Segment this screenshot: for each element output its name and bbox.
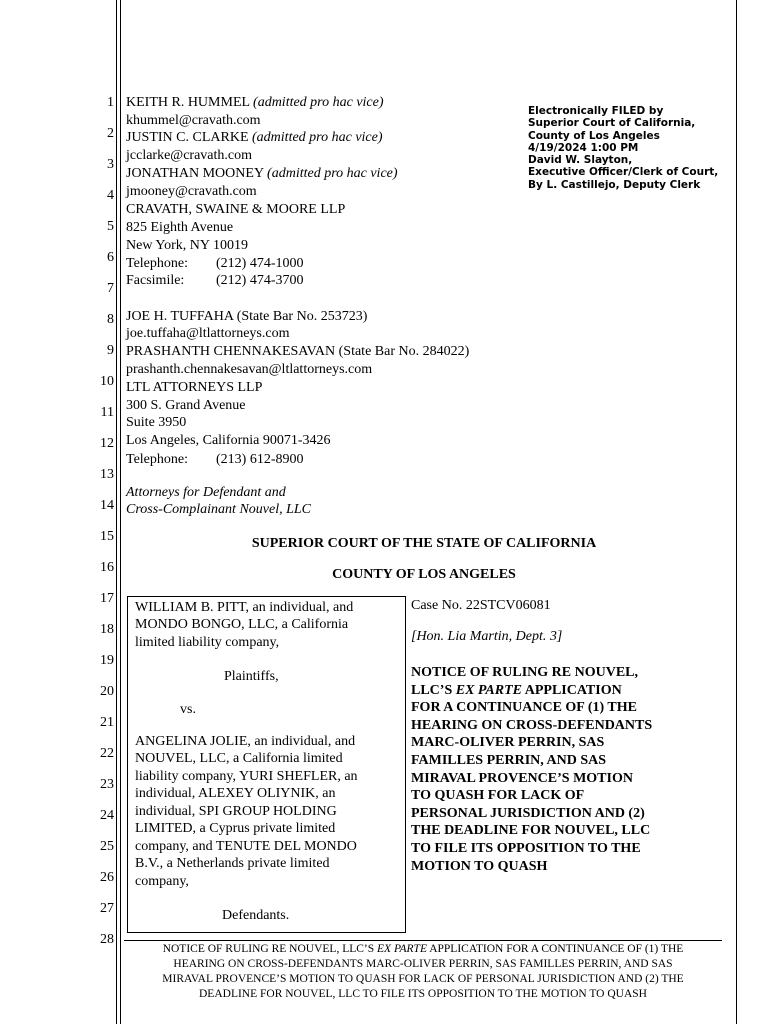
filing-stamp [528, 105, 718, 191]
footer-line [124, 942, 722, 957]
counsel-line [126, 130, 383, 146]
assigned-judge [411, 629, 562, 645]
line-number: 6 [107, 250, 114, 265]
line-number: 15 [100, 529, 114, 544]
title-text: LLC’S [411, 682, 456, 698]
attorneys-for [126, 502, 311, 518]
title-line: FOR A CONTINUANCE OF (1) THE [411, 700, 637, 716]
title-line: HEARING ON CROSS-DEFENDANTS [411, 717, 653, 733]
attorney-name: JOE H. TUFFAHA (State Bar No. 253723) [126, 309, 368, 324]
caption-defendant-line: NOUVEL, LLC, a California limited [135, 751, 343, 766]
filing-stamp-line: Executive Officer/Clerk of Court, [528, 166, 719, 179]
telephone-number: (212) 474-1000 [216, 256, 304, 271]
line-number: 7 [107, 281, 114, 296]
footer-line: DEADLINE FOR NOUVEL, LLC TO FILE ITS OPPOSITION TO THE MOTION TO QUASH [199, 988, 647, 1000]
caption-plaintiff-line: MONDO BONGO, LLC, a California [135, 617, 349, 632]
caption-plaintiff-line: limited liability company, [135, 635, 280, 650]
line-number: 16 [100, 560, 114, 575]
caption-defendant-line: B.V., a Netherlands private limited [135, 856, 330, 871]
attorneys-for-line: Attorneys for Defendant and [126, 485, 286, 500]
attorney-name: PRASHANTH CHENNAKESAVAN (State Bar No. 284022) [126, 344, 470, 359]
title-text: APPLICATION [522, 682, 622, 698]
line-number: 12 [100, 436, 114, 451]
line-number: 19 [100, 653, 114, 668]
footer-line: MIRAVAL PROVENCE’S MOTION TO QUASH FOR LACK OF PERSONAL JURISDICTION AND (2) THE [162, 973, 684, 985]
filing-stamp-line: 4/19/2024 1:00 PM [528, 141, 639, 154]
attorney-name: JUSTIN C. CLARKE [126, 130, 249, 145]
caption-defendant-line: company, [135, 874, 189, 889]
line-number: 26 [100, 870, 114, 885]
attorney-email: prashanth.chennakesavan@ltlattorneys.com [126, 362, 373, 377]
title-line: FAMILLES PERRIN, AND SAS [411, 752, 606, 768]
line-number: 4 [107, 188, 114, 203]
firm-address: 300 S. Grand Avenue [126, 398, 246, 413]
line-number: 18 [100, 622, 114, 637]
line-number: 25 [100, 839, 114, 854]
title-line: MIRAVAL PROVENCE’S MOTION [411, 770, 633, 786]
line-number: 8 [107, 312, 114, 327]
footer-line: HEARING ON CROSS-DEFENDANTS MARC-OLIVER PERRIN, SAS FAMILLES PERRIN, AND SAS [173, 958, 673, 970]
title-line: TO QUASH FOR LACK OF [411, 788, 585, 804]
caption-plaintiff-line: WILLIAM B. PITT, an individual, and [135, 600, 354, 615]
title-line: THE DEADLINE FOR NOUVEL, LLC [411, 823, 651, 839]
attorney-email: jcclarke@cravath.com [126, 148, 252, 163]
caption-vs: vs. [180, 702, 196, 717]
caption-defendant-line: company, and TENUTE DEL MONDO [135, 839, 357, 854]
caption-defendant-line: LIMITED, a Cyprus private limited [135, 821, 336, 836]
facsimile-label: Facsimile: [126, 273, 185, 288]
attorney-name: KEITH R. HUMMEL [126, 95, 250, 110]
line-number: 1 [107, 95, 114, 110]
footer-title [124, 942, 722, 1002]
left-margin-rule-inner [120, 0, 121, 1024]
caption-plaintiffs-label: Plaintiffs, [224, 669, 279, 684]
firm-name: LTL ATTORNEYS LLP [126, 380, 263, 395]
line-number: 20 [100, 684, 114, 699]
firm-address: 825 Eighth Avenue [126, 220, 234, 235]
attorney-email: joe.tuffaha@ltlattorneys.com [126, 326, 290, 341]
caption-defendant-line: ANGELINA JOLIE, an individual, and [135, 734, 356, 749]
line-number: 28 [100, 932, 114, 947]
firm-address: Suite 3950 [126, 415, 187, 430]
telephone-label: Telephone: [126, 452, 188, 467]
title-line: MARC-OLIVER PERRIN, SAS [411, 735, 605, 751]
line-number: 11 [100, 405, 114, 420]
document-title [411, 664, 652, 875]
telephone-label: Telephone: [126, 256, 188, 271]
court-county: COUNTY OF LOS ANGELES [332, 567, 516, 582]
court-name: SUPERIOR COURT OF THE STATE OF CALIFORNIA [251, 536, 597, 551]
telephone-number: (213) 612-8900 [216, 452, 304, 467]
title-line [411, 682, 652, 700]
title-line: NOTICE OF RULING RE NOUVEL, [411, 665, 639, 680]
title-line: PERSONAL JURISDICTION AND (2) [411, 805, 645, 821]
right-margin-rule [736, 0, 737, 1024]
firm-telephone [126, 256, 304, 272]
filing-stamp-line: Superior Court of California, [528, 117, 696, 130]
filing-stamp-line: David W. Slayton, [528, 154, 633, 167]
attorneys-for-line: Cross-Complainant Nouvel, LLC [126, 502, 312, 517]
firm-address: Los Angeles, California 90071-3426 [126, 433, 331, 448]
counsel-line [126, 166, 398, 182]
firm-address: New York, NY 10019 [126, 238, 248, 253]
footer-rule [124, 940, 722, 941]
firm-facsimile [126, 273, 304, 289]
caption-defendant-line: individual, ALEXEY OLIYNIK, an [135, 786, 336, 801]
firm-telephone [126, 452, 304, 468]
line-number: 23 [100, 777, 114, 792]
line-number: 3 [107, 157, 114, 172]
footer-text: APPLICATION FOR A CONTINUANCE OF (1) THE [426, 943, 684, 955]
line-number: 10 [100, 374, 114, 389]
line-number: 22 [100, 746, 114, 761]
attorney-email: khummel@cravath.com [126, 113, 261, 128]
title-ex-parte: EX PARTE [455, 682, 522, 698]
caption-defendants-label: Defendants. [222, 908, 290, 923]
filing-stamp-line: Electronically FILED by [528, 105, 664, 117]
firm-name: CRAVATH, SWAINE & MOORE LLP [126, 202, 346, 217]
judge-text: [Hon. Lia Martin, Dept. 3] [411, 629, 563, 644]
attorneys-for [126, 485, 286, 501]
facsimile-number: (212) 474-3700 [216, 273, 304, 288]
line-number: 13 [100, 467, 114, 482]
left-margin-rule-outer [116, 0, 117, 1024]
footer-text: NOTICE OF RULING RE NOUVEL, LLC’S [162, 943, 378, 955]
line-number: 9 [107, 343, 114, 358]
line-number: 2 [107, 126, 114, 141]
line-number: 21 [100, 715, 114, 730]
line-number: 5 [107, 219, 114, 234]
filing-stamp-line: County of Los Angeles [528, 129, 660, 142]
pro-hac-note: (admitted pro hac vice) [267, 166, 398, 181]
caption-defendant-line: liability company, YURI SHEFLER, an [135, 769, 358, 784]
pro-hac-note: (admitted pro hac vice) [253, 95, 384, 110]
line-number: 27 [100, 901, 114, 916]
pro-hac-note: (admitted pro hac vice) [252, 130, 383, 145]
line-number: 17 [100, 591, 114, 606]
title-line: TO FILE ITS OPPOSITION TO THE [411, 840, 641, 856]
footer-ex-parte: EX PARTE [377, 943, 427, 955]
filing-stamp-line: By L. Castillejo, Deputy Clerk [528, 178, 701, 191]
title-line: MOTION TO QUASH [411, 858, 548, 874]
line-number: 14 [100, 498, 114, 513]
line-number: 24 [100, 808, 114, 823]
case-caption-box [127, 596, 406, 933]
case-number: Case No. 22STCV06081 [411, 598, 551, 613]
attorney-email: jmooney@cravath.com [126, 184, 257, 199]
attorney-name: JONATHAN MOONEY [126, 166, 264, 181]
caption-defendant-line: individual, SPI GROUP HOLDING [135, 804, 337, 819]
counsel-line [126, 95, 384, 111]
